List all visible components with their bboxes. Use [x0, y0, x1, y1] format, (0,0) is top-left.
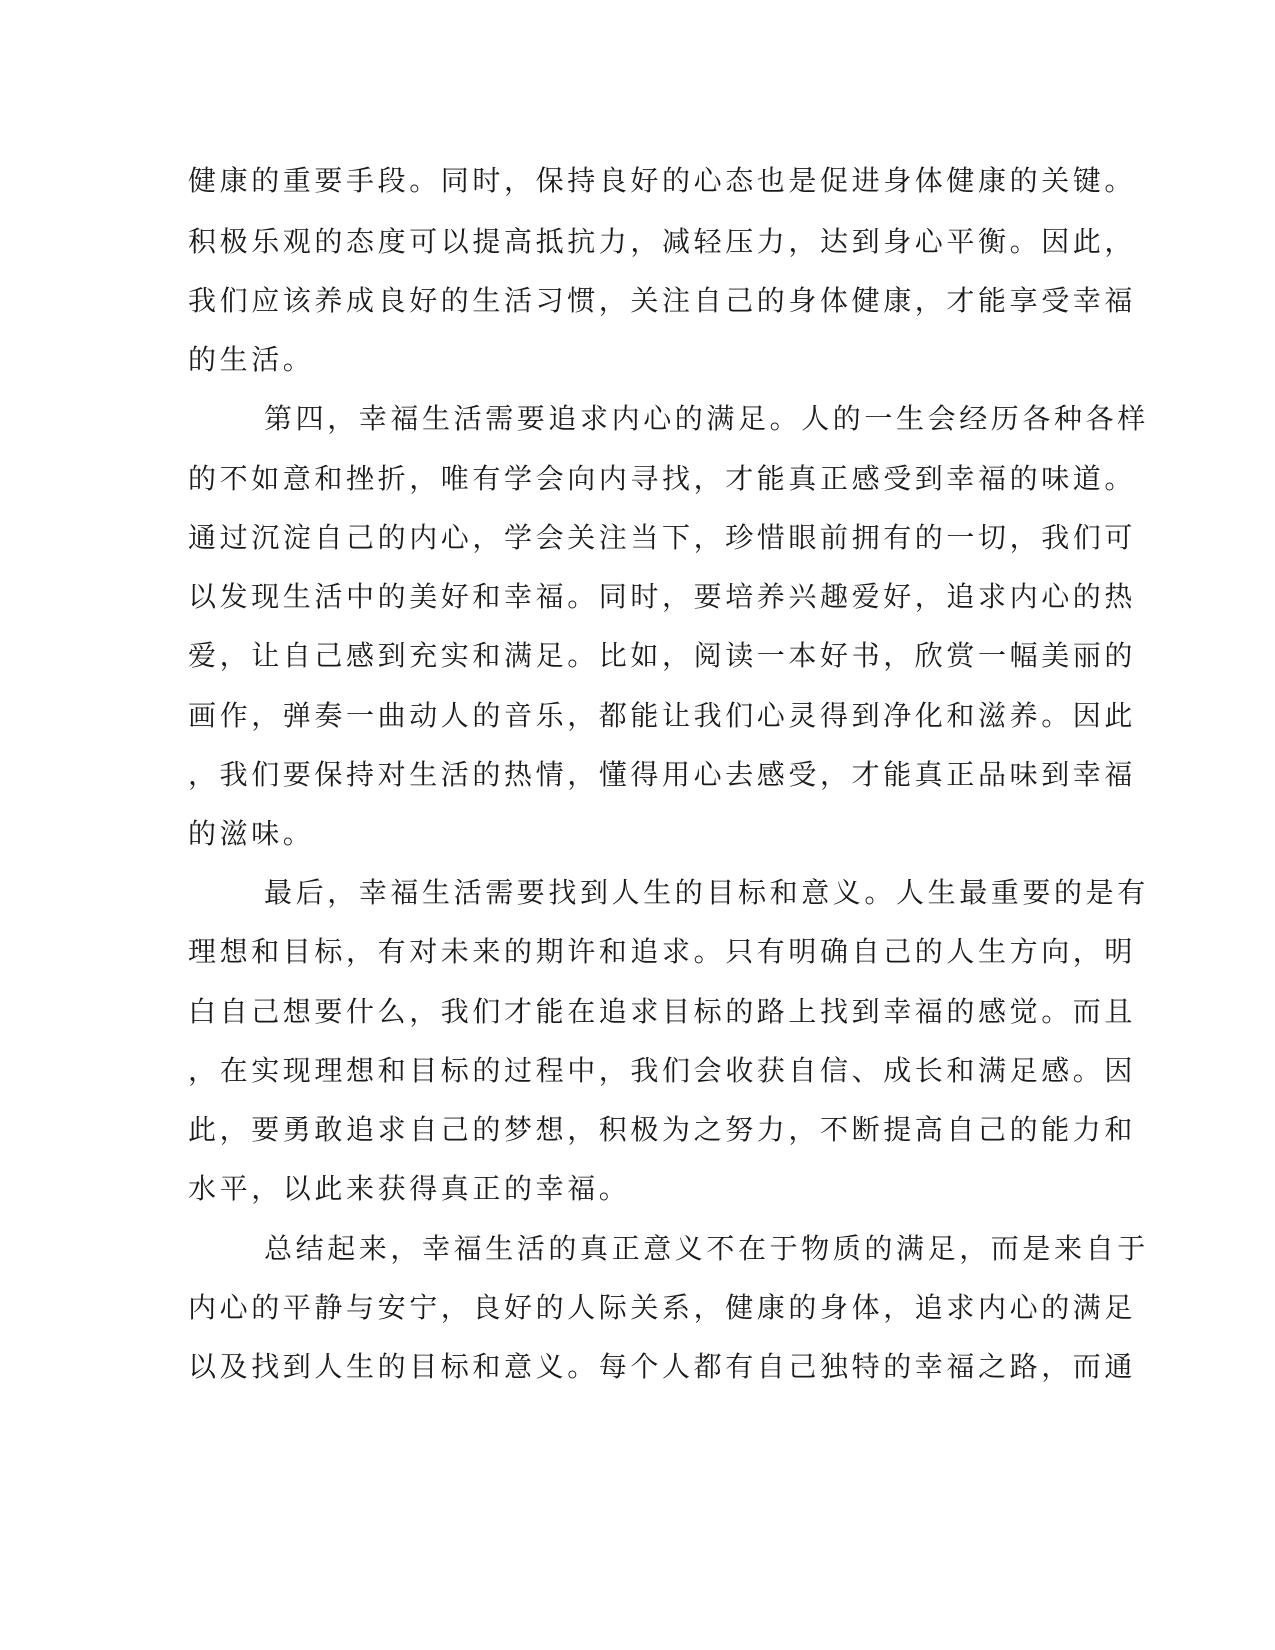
text-line: 此，要勇敢追求自己的梦想，积极为之努力，不断提高自己的能力和: [188, 1113, 1137, 1146]
paragraph-start-line: 最后，幸福生活需要找到人生的目标和意义。人生最重要的是有: [264, 876, 1149, 909]
text-line: ，在实现理想和目标的过程中，我们会收获自信、成长和满足感。因: [188, 1054, 1137, 1087]
text-line: 的不如意和挫折，唯有学会向内寻找，才能真正感受到幸福的味道。: [188, 462, 1137, 495]
text-line: 积极乐观的态度可以提高抵抗力，减轻压力，达到身心平衡。因此，: [188, 225, 1137, 258]
text-line: 我们应该养成良好的生活习惯，关注自己的身体健康，才能享受幸福: [188, 284, 1137, 317]
text-line: 内心的平静与安宁，良好的人际关系，健康的身体，追求内心的满足: [188, 1291, 1137, 1324]
text-line: 画作，弹奏一曲动人的音乐，都能让我们心灵得到净化和滋养。因此: [188, 699, 1137, 732]
text-line: 以及找到人生的目标和意义。每个人都有自己独特的幸福之路，而通: [188, 1350, 1137, 1383]
text-line: 的滋味。: [188, 817, 315, 850]
paragraph-start-line: 总结起来，幸福生活的真正意义不在于物质的满足，而是来自于: [264, 1232, 1149, 1265]
text-line: 白自己想要什么，我们才能在追求目标的路上找到幸福的感觉。而且: [188, 995, 1137, 1028]
text-line: ，我们要保持对生活的热情，懂得用心去感受，才能真正品味到幸福: [188, 758, 1137, 791]
paragraph-start-line: 第四，幸福生活需要追求内心的满足。人的一生会经历各种各样: [264, 402, 1149, 435]
text-line: 以发现生活中的美好和幸福。同时，要培养兴趣爱好，追求内心的热: [188, 580, 1137, 613]
text-line: 理想和目标，有对未来的期许和追求。只有明确自己的人生方向，明: [188, 935, 1137, 968]
text-line: 的生活。: [188, 343, 315, 376]
text-line: 通过沉淀自己的内心，学会关注当下，珍惜眼前拥有的一切，我们可: [188, 521, 1137, 554]
text-line: 水平，以此来获得真正的幸福。: [188, 1172, 631, 1205]
text-line: 健康的重要手段。同时，保持良好的心态也是促进身体健康的关键。: [188, 164, 1137, 197]
text-line: 爱，让自己感到充实和满足。比如，阅读一本好书，欣赏一幅美丽的: [188, 639, 1137, 672]
